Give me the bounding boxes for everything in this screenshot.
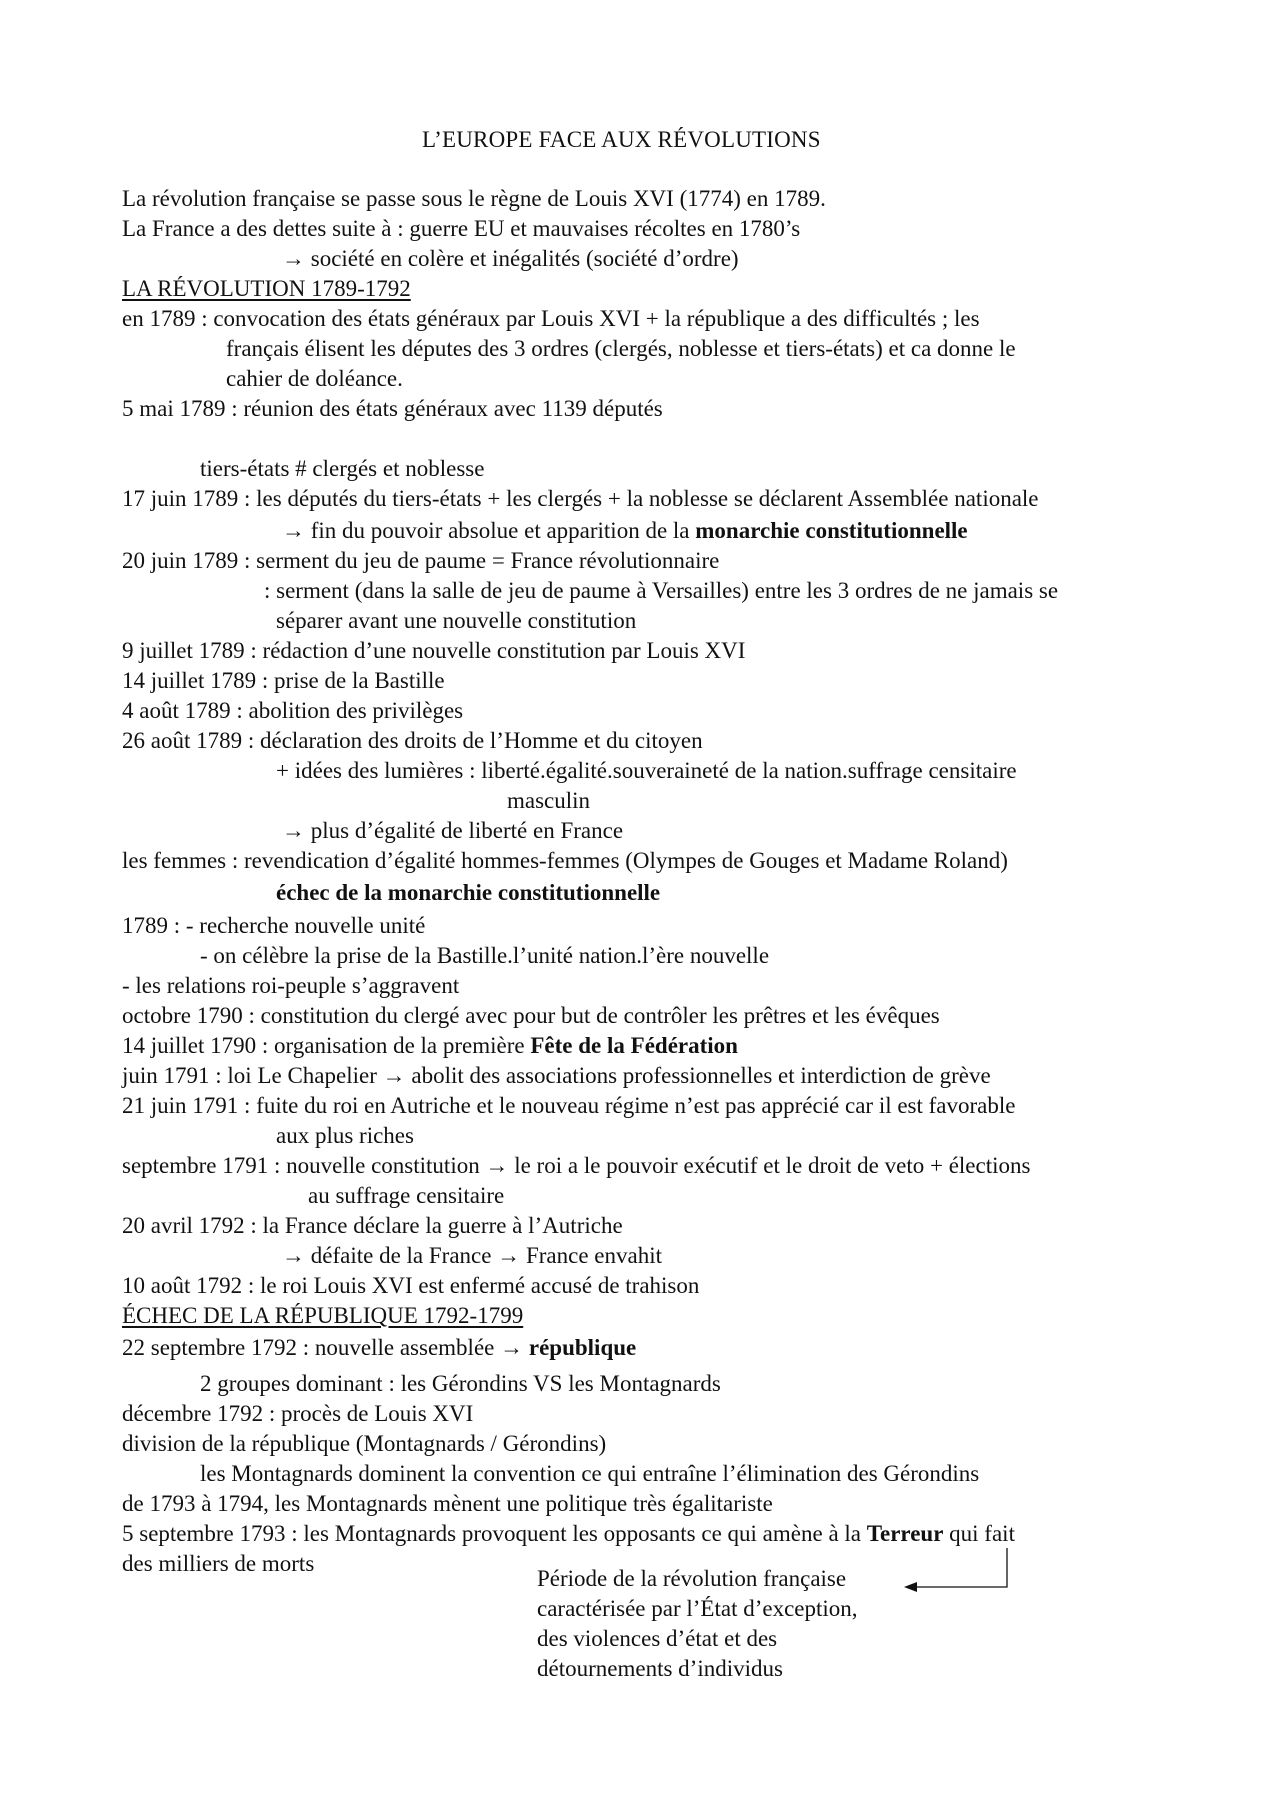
note-line: détournements d’individus — [537, 1656, 783, 1681]
text-segment: 22 septembre 1792 : nouvelle assemblée → — [122, 1335, 529, 1360]
text-line: 4 août 1789 : abolition des privilèges — [122, 698, 464, 723]
text-line: - les relations roi-peuple s’aggravent — [122, 973, 460, 998]
text-line — [282, 518, 968, 544]
text-line: + idées des lumières : liberté.égalité.souveraineté de la nation.suffrage censitaire — [276, 758, 1017, 783]
text-line: 26 août 1789 : déclaration des droits de l’Homme et du citoyen — [122, 728, 703, 753]
intro-line: La révolution française se passe sous le règne de Louis XVI (1774) en 1789. — [122, 186, 826, 211]
text-line: 9 juillet 1789 : rédaction d’une nouvelle constitution par Louis XVI — [122, 638, 746, 663]
text-line: cahier de doléance. — [226, 366, 403, 391]
text-line: 5 mai 1789 : réunion des états généraux avec 1139 députés — [122, 396, 663, 421]
intro-line: La France a des dettes suite à : guerre EU et mauvaises récoltes en 1780’s — [122, 216, 801, 241]
text-line: au suffrage censitaire — [308, 1183, 505, 1208]
section-heading-revolution: LA RÉVOLUTION 1789-1792 — [122, 276, 411, 301]
text-line: 2 groupes dominant : les Gérondins VS les Montagnards — [200, 1371, 721, 1396]
note-line: des violences d’état et des — [537, 1626, 778, 1651]
text-line: : serment (dans la salle de jeu de paume à Versailles) entre les 3 ordres de ne jamais se — [264, 578, 1059, 603]
text-line: octobre 1790 : constitution du clergé avec pour but de contrôler les prêtres et les évêques — [122, 1003, 940, 1028]
note-line: Période de la révolution française — [537, 1566, 847, 1591]
text-line: 20 juin 1789 : serment du jeu de paume = France révolutionnaire — [122, 548, 720, 573]
text-line: de 1793 à 1794, les Montagnards mènent une politique très égalitariste — [122, 1491, 773, 1516]
text-segment: qui fait — [943, 1521, 1015, 1546]
text-segment: 5 septembre 1793 : les Montagnards provoquent les opposants ce qui amène à la — [122, 1521, 867, 1546]
bold-term: république — [528, 1335, 637, 1360]
text-line: les femmes : revendication d’égalité hommes-femmes (Olympes de Gouges et Madame Roland) — [122, 848, 1008, 873]
text-line: tiers-états # clergés et noblesse — [200, 456, 485, 481]
text-line: juin 1791 : loi Le Chapelier → abolit des associations professionnelles et interdiction de grève — [122, 1063, 991, 1088]
text-line: des milliers de morts — [122, 1551, 315, 1576]
page-title: L’EUROPE FACE AUX RÉVOLUTIONS — [422, 127, 821, 152]
text-line: 1789 : - recherche nouvelle unité — [122, 913, 426, 938]
text-line — [276, 880, 660, 906]
text-segment: 14 juillet 1790 : organisation de la première — [122, 1033, 531, 1058]
text-line: français élisent les députes des 3 ordres (clergés, noblesse et tiers-états) et ca donne le — [226, 336, 1016, 361]
text-line — [122, 1033, 738, 1059]
text-line: les Montagnards dominent la convention ce qui entraîne l’élimination des Gérondins — [200, 1461, 980, 1486]
text-line: masculin — [507, 788, 591, 813]
text-line: aux plus riches — [276, 1123, 414, 1148]
text-line: - on célèbre la prise de la Bastille.l’unité nation.l’ère nouvelle — [200, 943, 770, 968]
text-line: division de la république (Montagnards / Gérondins) — [122, 1431, 607, 1456]
text-line: septembre 1791 : nouvelle constitution → le roi a le pouvoir exécutif et le droit de veto + élections — [122, 1153, 1031, 1178]
section-heading-republique: ÉCHEC DE LA RÉPUBLIQUE 1792-1799 — [122, 1303, 524, 1328]
text-line: 17 juin 1789 : les députés du tiers-états + les clergés + la noblesse se déclarent Assemblée nationale — [122, 486, 1039, 511]
text-line: en 1789 : convocation des états généraux par Louis XVI + la république a des difficultés ; les — [122, 306, 980, 331]
note-line: caractérisée par l’État d’exception, — [537, 1596, 858, 1621]
text-line: 10 août 1792 : le roi Louis XVI est enfermé accusé de trahison — [122, 1273, 700, 1298]
bold-term: Terreur — [866, 1521, 944, 1546]
text-line: → plus d’égalité de liberté en France — [282, 818, 624, 843]
text-line: décembre 1792 : procès de Louis XVI — [122, 1401, 474, 1426]
text-line: 14 juillet 1789 : prise de la Bastille — [122, 668, 445, 693]
text-segment: → fin du pouvoir absolue et apparition de la — [282, 518, 696, 543]
bold-term: monarchie constitutionnelle — [695, 518, 968, 543]
text-line: 20 avril 1792 : la France déclare la guerre à l’Autriche — [122, 1213, 623, 1238]
text-line — [122, 1335, 636, 1361]
text-line: 21 juin 1791 : fuite du roi en Autriche et le nouveau régime n’est pas apprécié car il est favorable — [122, 1093, 1016, 1118]
text-line: séparer avant une nouvelle constitution — [276, 608, 637, 633]
intro-line: → société en colère et inégalités (société d’ordre) — [282, 246, 739, 271]
bold-term: Fête de la Fédération — [530, 1033, 738, 1058]
bold-term: échec de la monarchie constitutionnelle — [276, 880, 661, 905]
text-line: → défaite de la France → France envahit — [282, 1243, 662, 1268]
text-line — [122, 1521, 1015, 1547]
connector-arrow-icon — [900, 1545, 1020, 1595]
